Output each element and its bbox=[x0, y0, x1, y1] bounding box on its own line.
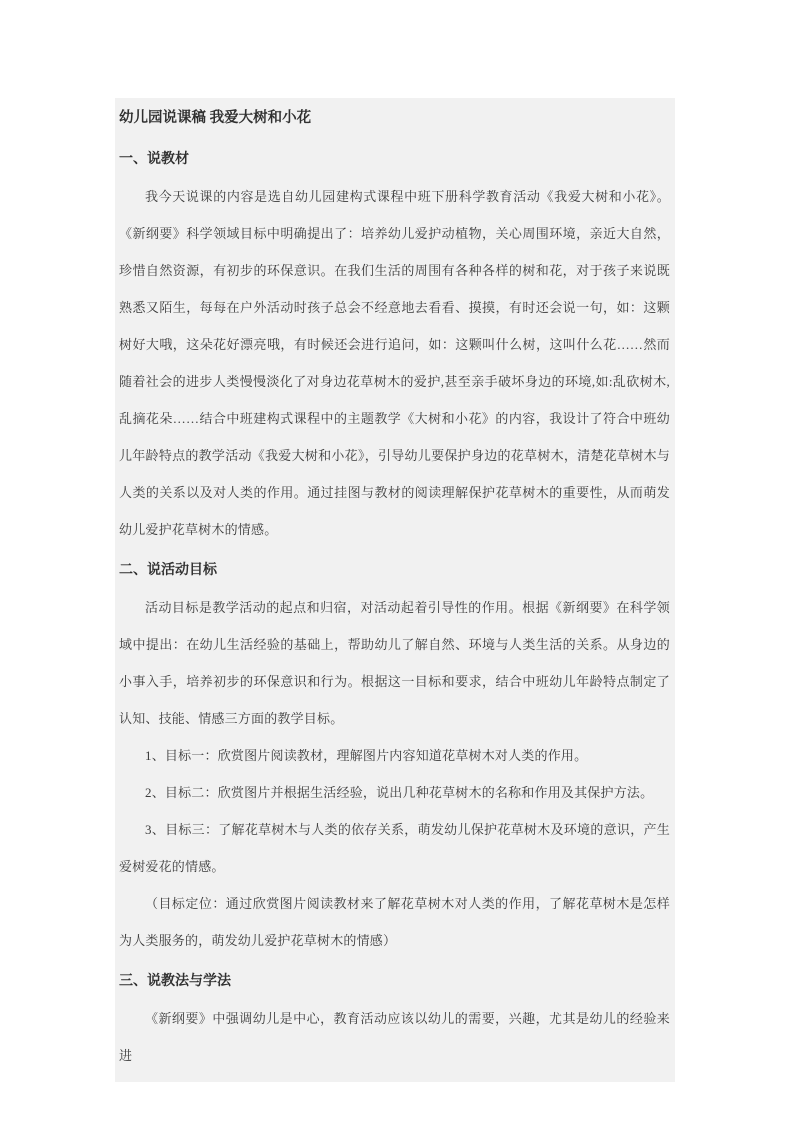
goal-item-1: 1、目标一：欣赏图片阅读教材，理解图片内容知道花草树木对人类的作用。 bbox=[145, 748, 588, 763]
document-title: 幼儿园说课稿 我爱大树和小花 bbox=[119, 110, 312, 126]
goal-item-2: 2、目标二：欣赏图片并根据生活经验，说出几种花草树木的名称和作用及其保护方法。 bbox=[145, 785, 654, 800]
section-heading-1: 一、说教材 bbox=[119, 152, 189, 167]
goal-positioning-note: （目标定位：通过欣赏图片阅读教材来了解花草树木对人类的作用，了解花草树木是怎样为人类服务的，萌发幼儿爱护花草树木的情感） bbox=[119, 896, 670, 948]
section-2-paragraph-intro: 活动目标是教学活动的起点和归宿，对活动起着引导性的作用。根据《新纲要》在科学领域中提出：在幼儿生活经验的基础上，帮助幼儿了解自然、环境与人类生活的关系。从身边的小事入手，培养初步的环保意识和行为。根据这一目标和要求，结合中班幼儿年龄特点制定了认知、技能、情感三方面的教学目标。 bbox=[119, 600, 670, 726]
section-heading-2: 二、说活动目标 bbox=[119, 563, 217, 578]
section-heading-3: 三、说教法与学法 bbox=[119, 974, 231, 989]
section-3-paragraph: 《新纲要》中强调幼儿是中心，教育活动应该以幼儿的需要，兴趣，尤其是幼儿的经验来进 bbox=[119, 1011, 670, 1063]
goal-item-3: 3、目标三：了解花草树木与人类的依存关系，萌发幼儿保护花草树木及环境的意识，产生爱树爱花的情感。 bbox=[119, 822, 670, 874]
document-content-area bbox=[115, 98, 675, 1082]
section-1-paragraph: 我今天说课的内容是选自幼儿园建构式课程中班下册科学教育活动《我爱大树和小花》。《新纲要》科学领域目标中明确提出了：培养幼儿爱护动植物，关心周围环境，亲近大自然，珍惜自然资源，有初步的环保意识。在我们生活的周围有各种各样的树和花，对于孩子来说既熟悉又陌生，每每在户外活动时孩子总会不经意地去看看、摸摸，有时还会说一句，如：这颗树好大哦，这朵花好漂亮哦，有时候还会进行追问，如：这颗叫什么树，这叫什么花……然而随着社会的进步人类慢慢淡化了对身边花草树木的爱护,甚至亲手破坏身边的环境,如:乱砍树木,乱摘花朵……结合中班建构式课程中的主题教学《大树和小花》的内容，我设计了符合中班幼儿年龄特点的教学活动《我爱大树和小花》，引导幼儿要保护身边的花草树木，清楚花草树木与人类的关系以及对人类的作用。通过挂图与教材的阅读理解保护花草树木的重要性，从而萌发幼儿爱护花草树木的情感。 bbox=[119, 189, 670, 537]
